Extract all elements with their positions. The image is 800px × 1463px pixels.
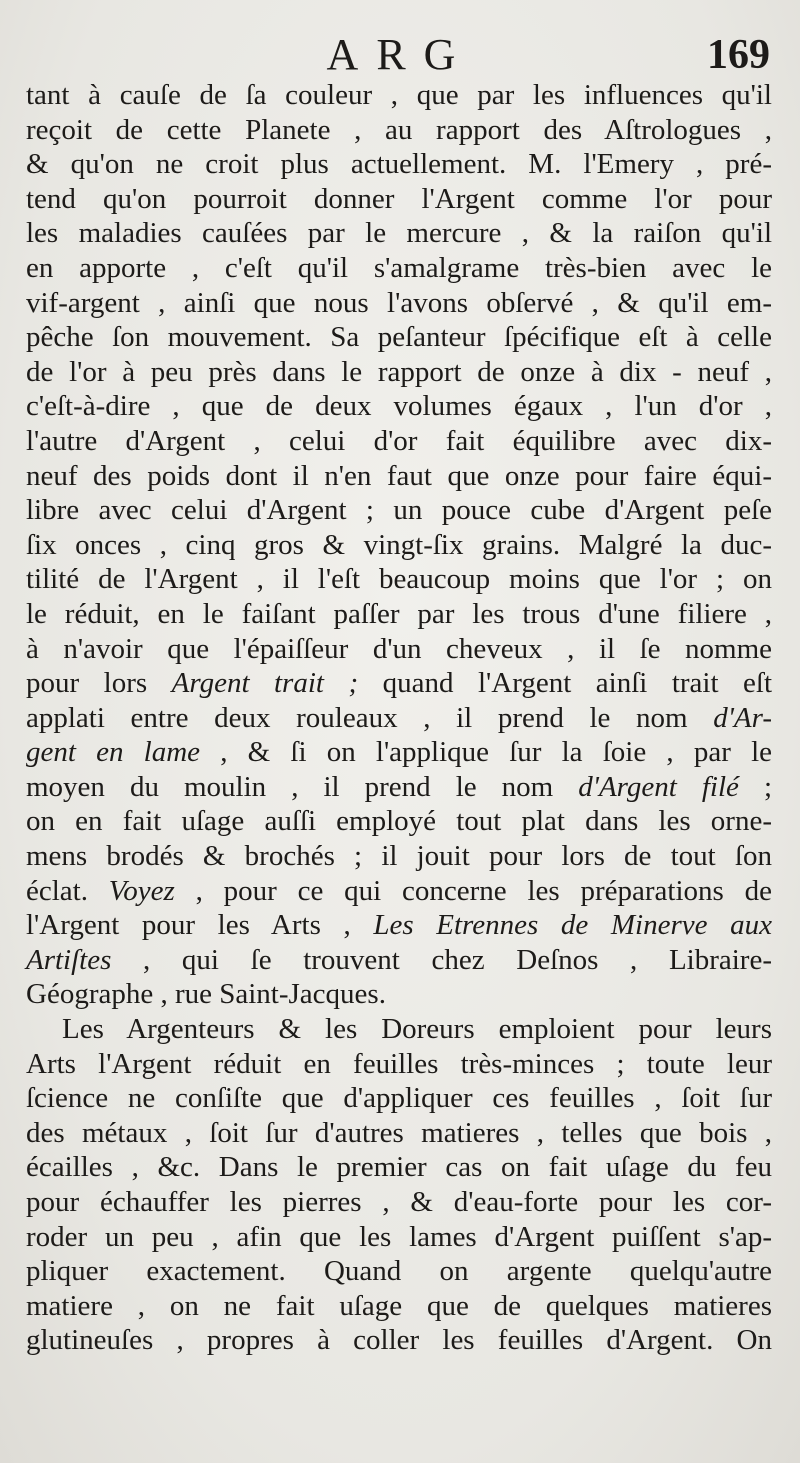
text-line xyxy=(26,389,772,424)
text-segment: le réduit, en le faiſant paſſer par les trous d'une filiere , xyxy=(26,597,772,630)
text-segment: ſix onces , cinq gros & vingt-ſix grains. Malgré la duc- xyxy=(26,528,772,561)
text-line xyxy=(26,528,772,563)
text-line xyxy=(26,78,772,113)
text-line xyxy=(26,666,772,701)
italic-segment: gent en lame xyxy=(26,736,201,769)
running-title: ARG xyxy=(326,30,474,79)
text-line xyxy=(26,735,772,770)
text-line xyxy=(26,874,772,909)
italic-segment: Artiſtes xyxy=(26,943,112,976)
text-segment: pliquer exactement. Quand on argente quelqu'autre xyxy=(26,1255,772,1288)
text-line xyxy=(26,216,772,251)
text-segment: , qui ſe trouvent chez Deſnos , Libraire- xyxy=(111,943,772,976)
text-line xyxy=(26,632,772,667)
text-segment: les maladies cauſées par le mercure , & la raiſon qu'il xyxy=(26,217,772,250)
text-segment: reçoit de cette Planete , au rapport des Aſtrologues , xyxy=(26,113,772,146)
italic-segment: d'Ar- xyxy=(713,701,772,734)
text-line xyxy=(26,908,772,943)
text-segment: ſcience ne conſiſte que d'appliquer ces feuilles , ſoit ſur xyxy=(26,1082,772,1115)
text-line xyxy=(26,839,772,874)
running-head xyxy=(0,30,800,80)
text-segment: l'autre d'Argent , celui d'or fait équilibre avec dix- xyxy=(26,424,772,457)
body-text xyxy=(26,78,772,1358)
text-line xyxy=(26,1185,772,1220)
text-segment: quand l'Argent ainſi trait eſt xyxy=(358,667,772,700)
text-line xyxy=(26,1150,772,1185)
text-segment: , pour ce qui concerne les préparations de xyxy=(174,874,772,907)
text-line xyxy=(26,1116,772,1151)
text-segment: éclat. xyxy=(26,874,109,907)
italic-segment: Les Etrennes de Minerve aux xyxy=(373,909,772,942)
text-segment: l'Argent pour les Arts , xyxy=(26,909,374,942)
text-line xyxy=(26,493,772,528)
text-segment: des métaux , ſoit ſur d'autres matieres , telles que bois , xyxy=(26,1116,772,1149)
text-segment: à n'avoir que l'épaiſſeur d'un cheveux , il ſe nomme xyxy=(26,632,772,665)
text-segment: mens brodés & brochés ; il jouit pour lors de tout ſon xyxy=(26,840,772,873)
text-line xyxy=(26,182,772,217)
text-segment: pour lors xyxy=(26,667,172,700)
text-segment: Géographe , rue Saint-Jacques. xyxy=(26,978,386,1011)
text-segment: tant à cauſe de ſa couleur , que par les influences qu'il xyxy=(26,79,772,111)
text-segment: Les Argenteurs & les Doreurs emploient pour leurs xyxy=(62,1013,772,1046)
text-segment: tend qu'on pourroit donner l'Argent comme l'or pour xyxy=(26,182,772,215)
text-segment: écailles , &c. Dans le premier cas on fait uſage du feu xyxy=(26,1151,772,1184)
text-segment: matiere , on ne fait uſage que de quelques matieres xyxy=(26,1289,772,1322)
text-segment: en apporte , c'eſt qu'il s'amalgrame très-bien avec le xyxy=(26,251,772,284)
italic-segment: Argent trait ; xyxy=(171,667,359,700)
text-segment: tilité de l'Argent , il l'eſt beaucoup moins que l'or ; on xyxy=(26,563,772,596)
text-line xyxy=(26,977,772,1012)
italic-segment: d'Argent filé xyxy=(578,770,739,803)
text-line xyxy=(26,320,772,355)
text-line xyxy=(26,597,772,632)
text-line xyxy=(26,770,772,805)
text-line xyxy=(26,1012,772,1047)
text-line xyxy=(26,701,772,736)
text-line xyxy=(26,424,772,459)
text-segment: on en fait uſage auſſi employé tout plat dans les orne- xyxy=(26,805,772,838)
text-line xyxy=(26,1081,772,1116)
text-line xyxy=(26,1220,772,1255)
text-segment: pour échauffer les pierres , & d'eau-forte pour les cor- xyxy=(26,1186,772,1218)
text-line xyxy=(26,562,772,597)
text-segment: Arts l'Argent réduit en feuilles très-minces ; toute leur xyxy=(26,1047,772,1080)
text-segment: applati entre deux rouleaux , il prend le nom xyxy=(26,701,714,734)
text-segment: de l'or à peu près dans le rapport de onze à dix - neuf , xyxy=(26,355,772,388)
text-line xyxy=(26,355,772,390)
text-line xyxy=(26,804,772,839)
text-segment: ; xyxy=(738,770,772,803)
text-line xyxy=(26,459,772,494)
text-segment: libre avec celui d'Argent ; un pouce cube d'Argent peſe xyxy=(26,494,772,527)
text-line xyxy=(26,147,772,182)
text-segment: c'eſt-à-dire , que de deux volumes égaux , l'un d'or , xyxy=(26,390,772,423)
text-segment: & qu'on ne croit plus actuellement. M. l'Emery , pré- xyxy=(26,148,772,181)
text-line xyxy=(26,251,772,286)
text-segment: pêche ſon mouvement. Sa peſanteur ſpécifique eſt à celle xyxy=(26,321,772,354)
text-line xyxy=(26,286,772,321)
text-segment: vif-argent , ainſi que nous l'avons obſervé , & qu'il em- xyxy=(26,286,772,319)
text-line xyxy=(26,1289,772,1324)
text-segment: moyen du moulin , il prend le nom xyxy=(26,770,579,803)
text-segment: , & ſi on l'applique ſur la ſoie , par le xyxy=(200,736,772,769)
text-segment: glutineuſes , propres à coller les feuilles d'Argent. On xyxy=(26,1324,772,1357)
text-line xyxy=(26,1323,772,1358)
text-line xyxy=(26,1254,772,1289)
text-segment: neuf des poids dont il n'en faut que onze pour faire équi- xyxy=(26,459,772,492)
text-line xyxy=(26,113,772,148)
page-number: 169 xyxy=(707,32,770,78)
text-segment: roder un peu , afin que les lames d'Argent puiſſent s'ap- xyxy=(26,1220,772,1253)
italic-segment: Voyez xyxy=(108,874,175,907)
text-line xyxy=(26,1047,772,1082)
text-line xyxy=(26,943,772,978)
